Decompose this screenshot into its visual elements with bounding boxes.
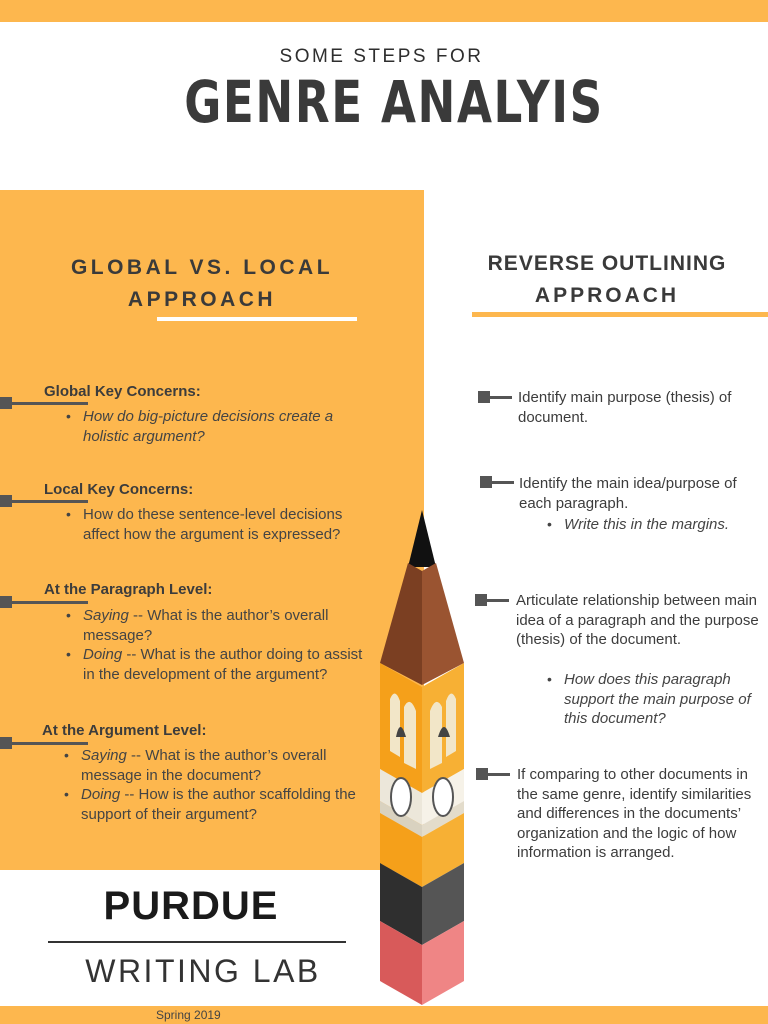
paragraph-level-list — [63, 606, 363, 684]
paragraph-level-title: At the Paragraph Level: — [44, 581, 213, 598]
date-label: Spring 2019 — [156, 1008, 221, 1022]
left-heading-line1: GLOBAL VS. LOCAL — [70, 256, 334, 279]
step-3-text: Articulate relationship between main idea of a paragraph and the purpose (thesis) of the document. — [516, 592, 759, 648]
right-heading-line2: APPROACH — [534, 284, 680, 307]
writing-lab-logo-text: WRITING LAB — [85, 953, 321, 989]
list-item: • Saying -- What is the author’s overall message? — [63, 606, 363, 645]
list-item: • Doing -- How is the author scaffolding the support of their argument? — [61, 785, 381, 824]
clock-icon — [391, 778, 411, 816]
list-item: • Saying -- What is the author’s overall message in the document? — [61, 746, 381, 785]
step-1-text: Identify main purpose (thesis) of document. — [518, 389, 732, 426]
local-concerns-list — [63, 505, 375, 544]
step-2-text: Identify the main idea/purpose of each paragraph. — [519, 475, 737, 512]
tower-arch — [446, 693, 456, 757]
right-column-heading — [472, 248, 742, 312]
purdue-logo-text: PURDUE — [103, 884, 279, 928]
pencil-tower-illustration — [370, 505, 480, 1010]
left-heading-line2: APPROACH — [127, 288, 277, 311]
step-marker-line — [486, 773, 510, 776]
step-2-sublist — [544, 515, 764, 535]
section-marker-line — [10, 742, 88, 745]
global-concerns-title: Global Key Concerns: — [44, 383, 201, 400]
list-item: • Doing -- What is the author doing to assist in the development of the argument? — [63, 645, 363, 684]
page-subtitle: SOME STEPS FOR — [279, 46, 484, 67]
argument-level-list — [61, 746, 381, 824]
clock-icon — [433, 778, 453, 816]
list-item: • How does this paragraph support the main purpose of this document? — [544, 670, 754, 729]
list-item: • How do big-picture decisions create a holistic argument? — [63, 407, 363, 446]
left-heading-divider — [157, 317, 357, 321]
section-marker-line — [10, 601, 88, 604]
logo-divider — [48, 941, 346, 943]
step-marker-line — [490, 481, 514, 484]
page-title: GENRE ANALYIS — [184, 68, 604, 136]
right-heading-line1: REVERSE OUTLINING — [487, 252, 727, 275]
global-concerns-list — [63, 407, 363, 446]
local-concerns-title: Local Key Concerns: — [44, 481, 194, 498]
left-column-heading — [30, 252, 374, 316]
section-marker-line — [10, 500, 88, 503]
section-marker-line — [10, 402, 88, 405]
argument-level-title: At the Argument Level: — [42, 722, 207, 739]
list-item: • Write this in the margins. — [544, 515, 764, 535]
tower-arch — [404, 702, 416, 769]
top-accent-bar — [0, 0, 768, 22]
tower-arch — [390, 693, 400, 757]
list-item: • How do these sentence-level decisions affect how the argument is expressed? — [63, 505, 375, 544]
step-4-text: If comparing to other documents in the same genre, identify similarities and differences in the documents’ organization and the logic of how information is arranged. — [517, 766, 752, 861]
step-marker-line — [488, 396, 512, 399]
step-3-sublist — [544, 670, 754, 729]
right-heading-divider — [472, 312, 768, 317]
pencil-lead — [408, 510, 436, 567]
step-marker-line — [485, 599, 509, 602]
